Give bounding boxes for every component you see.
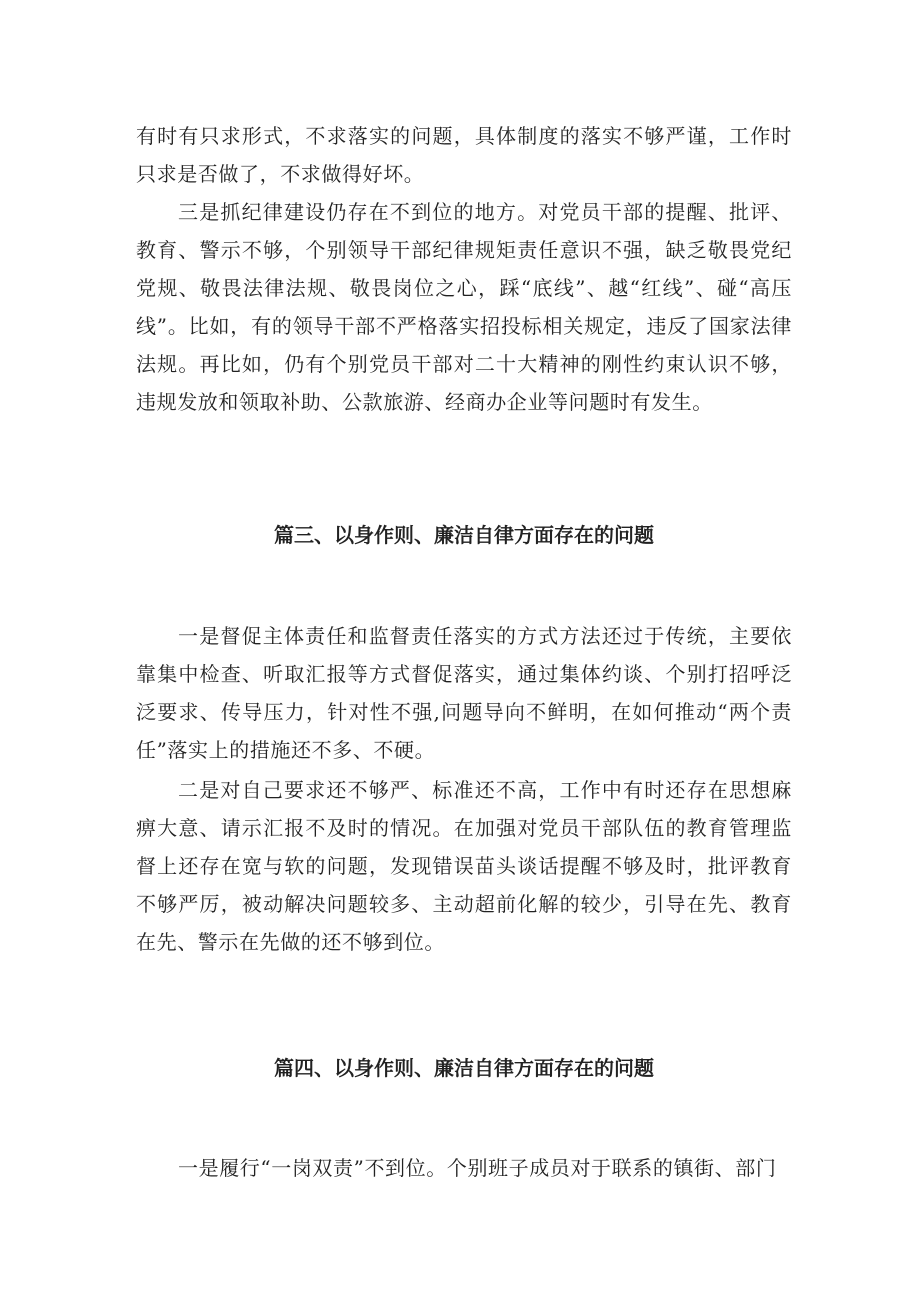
section-heading-3: 篇三、以身作则、廉洁自律方面存在的问题 [274, 523, 654, 547]
paragraph-one-post-two-duties: 一是履行“一岗双责”不到位。个别班子成员对于联系的镇街、部门 [178, 1156, 777, 1180]
paragraph-self-requirement: 二是对自己要求还不够严、标准还不高，工作中有时还存在思想麻痹大意、请示汇报不及时的情况。在加强对党员干部队伍的教育管理监督上还存在宽与软的问题，发现错误苗头谈话提醒不够及时，批评教育不够严厉，被动解决问题较多、主动超前化解的较少，引导在先、教育在先、警示在先做的还不够到位。 [136, 778, 792, 954]
paragraph-responsibility: 一是督促主体责任和监督责任落实的方式方法还过于传统，主要依靠集中检查、听取汇报等方式督促落实，通过集体约谈、个别打招呼泛泛要求、传导压力，针对性不强,问题导向不鲜明，在如何推动“两个责任”落实上的措施还不多、不硬。 [136, 624, 793, 762]
section-heading-4: 篇四、以身作则、廉洁自律方面存在的问题 [274, 1056, 654, 1080]
paragraph-continuation: 有时有只求形式，不求落实的问题，具体制度的落实不够严谨，工作时只求是否做了，不求做得好坏。 [136, 124, 792, 186]
paragraph-discipline: 三是抓纪律建设仍存在不到位的地方。对党员干部的提醒、批评、教育、警示不够，个别领导干部纪律规矩责任意识不强，缺乏敬畏党纪党规、敬畏法律法规、敬畏岗位之心，踩“底线”、越“红线”、碰“高压线”。比如，有的领导干部不严格落实招投标相关规定，违反了国家法律法规。再比如，仍有个别党员干部对二十大精神的刚性约束认识不够，违规发放和领取补助、公款旅游、经商办企业等问题时有发生。 [136, 200, 792, 414]
